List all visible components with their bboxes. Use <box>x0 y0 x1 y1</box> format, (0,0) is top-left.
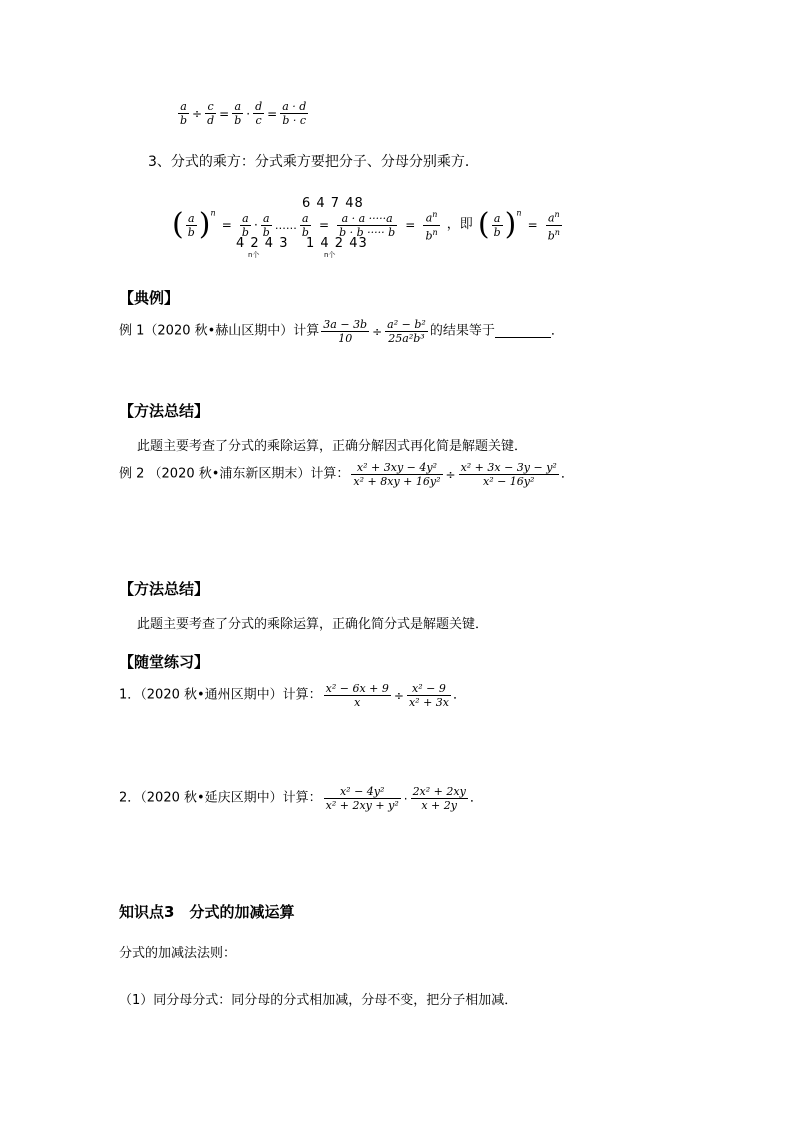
frac-a-b: $\frac{a}{b}$ <box>180 100 188 127</box>
practice-2: 2．（2020 秋•延庆区期中）计算： $\frac{\text{x² − 4y²}}{\text{x² + 2xy + y²}}$ · $\frac{\text{2x² + 2xy}}{x + 2y}$ ． <box>119 785 483 812</box>
practice-1: 1．（2020 秋•通州区期中）计算： $\frac{\text{x² − 6x + 9}}{x}$ ÷ $\frac{\text{x² − 9}}{\text{x² + 3x}}$ ． <box>119 682 466 709</box>
power-formula: ( $\frac{a}{b}$ )$^n$ = $\frac{a}{b}$ · $\frac{a}{b}$ …… $\frac{a}{b}$ = $\frac{a \cdot a \cdot\cdot\cdot\cdot\cdot a}{b \cdot b \cdot\cdot\cdot\cdot\cdot b}$ = $\frac{a^n}{b^n}$ ，即 ( $\frac{a}{b}$ )$^n$ = $\frac{a^n}{b^n}$ <box>172 207 560 243</box>
section-dianli: 【典例】 <box>119 289 180 307</box>
answer-blank[interactable] <box>495 325 551 338</box>
knowledge-point-3-heading: 知识点3 分式的加减运算 <box>119 903 295 921</box>
frac-c-d: $\frac{c}{d}$ <box>207 100 215 127</box>
example-2: 例 2 （2020 秋•浦东新区期末）计算： $\frac{\text{x² + 3xy − 4y²}}{\text{x² + 8xy + 16y²}}$ ÷ $\frac{\text{x² + 3x − 3y − y²}}{\text{x² − 16y²}}$ ． <box>119 461 574 488</box>
summary-2: 此题主要考查了分式的乘除运算，正确化简分式是解题关键． <box>137 617 489 632</box>
n-count-label-1: n个 <box>248 251 260 259</box>
section-suitang: 【随堂练习】 <box>119 653 210 671</box>
section-fangfa-2: 【方法总结】 <box>119 580 210 598</box>
summary-1: 此题主要考查了分式的乘除运算，正确分解因式再化简是解题关键． <box>137 439 528 454</box>
frac-a-b-2: $\frac{a}{b}$ <box>234 100 242 127</box>
brace-mid-label-1: 4 2 4 3 <box>236 236 289 251</box>
brace-mid-label-2: 1 4 2 43 <box>306 236 368 251</box>
brace-top-label: 6 4 7 48 <box>302 196 364 211</box>
frac-ad-bc: $\frac{a \cdot d}{b \cdot c}$ <box>282 100 307 127</box>
n-count-label-2: n个 <box>324 251 336 259</box>
division-formula: $\frac{a}{b}$ ÷ $\frac{c}{d}$ = $\frac{a}{b}$ · $\frac{d}{c}$ = $\frac{a \cdot d}{b \cdot c}$ <box>180 100 307 127</box>
rule-intro: 分式的加减法法则： <box>119 946 237 961</box>
point-3-text: 3、分式的乘方：分式乘方要把分子、分母分别乘方． <box>148 154 479 170</box>
rule-1: （1）同分母分式：同分母的分式相加减，分母不变，把分子相加减． <box>119 993 518 1008</box>
frac-d-c: $\frac{d}{c}$ <box>255 100 263 127</box>
section-fangfa-1: 【方法总结】 <box>119 402 210 420</box>
example-1: 例 1（2020 秋•赫山区期中）计算 $\frac{3a - 3b}{10}$ ÷ $\frac{\text{a² − b²}}{\text{25a²b³}}$ 的结果等于 ． <box>119 318 564 345</box>
